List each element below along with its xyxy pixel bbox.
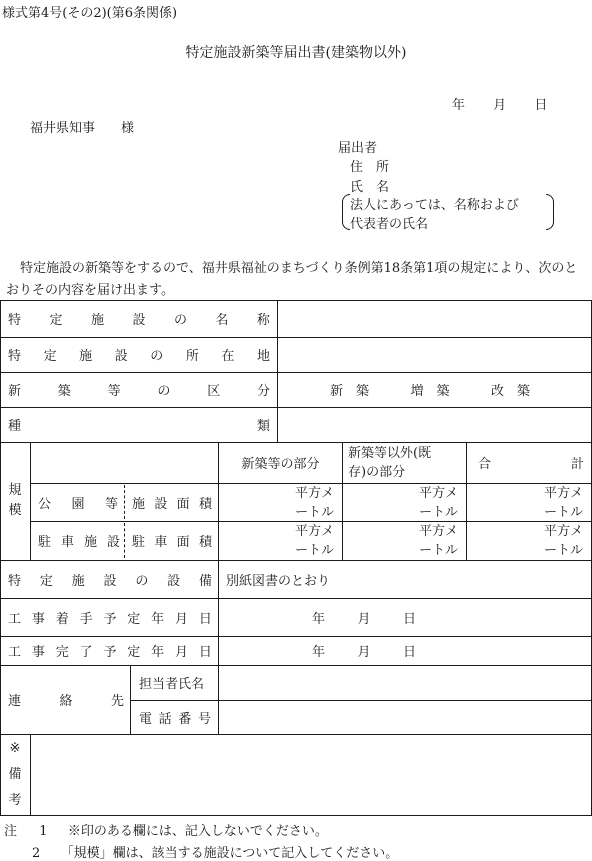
construction-type-label	[8, 372, 270, 407]
label-char: 設	[106, 535, 120, 550]
contact-label	[8, 665, 124, 734]
label-char: の	[157, 384, 171, 399]
note-prefix: 注	[4, 824, 18, 839]
label-char: 日	[198, 611, 212, 627]
ymd-char: 日	[402, 611, 416, 627]
label-char: 名	[215, 313, 229, 328]
note-1-text: ※印のある欄には、記入しないでください。	[67, 824, 328, 839]
label-char: 園	[71, 496, 85, 512]
label-char: 駐	[38, 535, 52, 550]
label-char: 考	[8, 792, 22, 808]
label-char: 絡	[59, 694, 73, 709]
label-char: 定	[39, 573, 53, 589]
table-rule	[130, 665, 131, 735]
label-char: の	[135, 573, 149, 589]
label-char: 設	[154, 496, 168, 512]
unit-line2: ートル	[418, 505, 458, 520]
end-date-field[interactable]	[312, 636, 416, 665]
label-char: 規	[8, 483, 22, 498]
start-date-field[interactable]	[312, 598, 416, 636]
label-char: 築	[57, 384, 71, 399]
dashed-divider	[124, 523, 125, 558]
label-char: 手	[79, 611, 93, 627]
equipment-label	[8, 560, 212, 598]
unit-line1: 平方メ	[543, 486, 583, 501]
label-char: 特	[8, 573, 22, 589]
end-date-label	[8, 636, 212, 665]
cell-text: 別紙図書のとおり	[226, 573, 331, 589]
unit-line1: 平方メ	[418, 524, 458, 539]
label-char: 定	[127, 611, 141, 627]
label-char: 計	[570, 457, 584, 472]
area-unit-cell[interactable]	[467, 484, 583, 520]
right-paren	[546, 194, 554, 230]
unit-line1: 平方メ	[543, 524, 583, 539]
label-char: の	[150, 349, 164, 364]
label-char: 区	[207, 384, 221, 399]
facility-name-label	[8, 300, 270, 337]
unit-line1: 平方メ	[294, 486, 334, 501]
label-char: 積	[198, 535, 212, 550]
table-rule	[30, 442, 31, 561]
label-char: 先	[110, 694, 124, 709]
kind-label	[8, 407, 270, 442]
label-char: 月	[175, 611, 189, 627]
note-2	[32, 842, 398, 861]
area-unit-cell[interactable]	[219, 484, 334, 520]
label-char: 番	[178, 711, 192, 727]
label-char: 設	[167, 573, 181, 589]
label-char: 年	[151, 645, 165, 660]
phone-field[interactable]	[219, 700, 590, 734]
parking-label	[38, 521, 120, 560]
label-char: 了	[79, 645, 93, 660]
remarks-label	[0, 734, 30, 815]
label-char: 連	[8, 694, 22, 709]
cell-text: 存)の部分	[348, 465, 406, 480]
dashed-divider	[124, 485, 125, 519]
label-char: 工	[8, 611, 22, 627]
table-bottom	[0, 815, 592, 816]
col-new-header	[219, 442, 342, 483]
label-char: の	[173, 313, 187, 328]
label-char: 類	[256, 419, 270, 434]
area-unit-cell[interactable]	[343, 484, 458, 520]
label-char: 模	[8, 503, 22, 518]
label-char: 種	[8, 419, 22, 434]
label-char: 在	[221, 349, 235, 364]
label-char: 定	[49, 313, 63, 328]
note-2-text: 「規模」欄は、該当する施設について記入してください。	[60, 846, 399, 861]
start-date-label	[8, 598, 212, 636]
label-char: 地	[256, 349, 270, 364]
area-unit-cell[interactable]	[219, 522, 334, 559]
label-char: 面	[176, 535, 190, 550]
corporation-note-line2: 代表者の氏名	[350, 217, 429, 232]
ymd-char: 年	[312, 611, 326, 627]
label-char: 公	[38, 496, 52, 512]
park-area-label	[132, 483, 212, 521]
filer-address-label: 住 所	[350, 160, 390, 175]
label-char: 設	[114, 349, 128, 364]
label-char: 新	[8, 384, 22, 399]
label-char: 話	[158, 711, 172, 727]
left-paren	[342, 194, 350, 230]
label-char: 称	[256, 313, 270, 328]
phone-label	[139, 700, 211, 734]
construction-option[interactable]: 新 築	[330, 384, 370, 399]
area-unit-cell[interactable]	[343, 522, 458, 559]
ymd-char: 月	[357, 611, 371, 627]
label-char: 特	[8, 349, 22, 364]
label-char: 所	[185, 349, 199, 364]
label-char: 施	[132, 496, 146, 512]
label-char: 特	[8, 313, 22, 328]
document-title: 特定施設新築等届出書(建築物以外)	[185, 45, 407, 61]
label-char: 設	[132, 313, 146, 328]
construction-type-options[interactable]	[330, 372, 530, 407]
label-char: 備	[198, 573, 212, 589]
facility-location-label	[8, 337, 270, 372]
label-char: 定	[127, 645, 141, 660]
date-day: 日	[534, 98, 548, 113]
ymd-char: 日	[402, 645, 416, 660]
date-year: 年	[452, 98, 466, 113]
label-char: 着	[55, 611, 69, 627]
label-char: 予	[103, 645, 117, 660]
intro-paragraph: 特定施設の新築等をするので、福井県福祉のまちづくり条例第18条第1項の規定により、次のとおりその内容を届け出ます。	[6, 261, 578, 298]
label-char: 積	[198, 496, 212, 512]
label-char: 施	[71, 573, 85, 589]
unit-line1: 平方メ	[418, 486, 458, 501]
label-char: 月	[175, 645, 189, 660]
facility-location-field[interactable]	[278, 337, 590, 372]
submission-date	[452, 94, 547, 113]
unit-line2: ートル	[294, 543, 334, 558]
label-char: 備	[8, 766, 22, 782]
label-char: 施	[83, 535, 97, 550]
unit-line2: ートル	[294, 505, 334, 520]
unit-line2: ートル	[543, 543, 583, 558]
equipment-value	[226, 560, 526, 598]
parking-area-label	[132, 521, 212, 560]
kind-field[interactable]	[278, 407, 590, 442]
scale-label	[0, 442, 30, 560]
construction-option[interactable]: 増 築	[410, 384, 450, 399]
unit-line2: ートル	[418, 543, 458, 558]
ymd-char: 年	[312, 645, 326, 660]
note-2-number: 2	[32, 846, 41, 861]
cell-text: 担当者氏名	[139, 677, 205, 692]
park-label	[38, 483, 118, 521]
label-char: 号	[197, 711, 211, 727]
person-in-charge-field[interactable]	[219, 665, 590, 700]
label-char: 面	[176, 496, 190, 512]
area-unit-cell[interactable]	[467, 522, 583, 559]
label-char: 設	[103, 573, 117, 589]
col-total-header	[478, 442, 584, 483]
date-month: 月	[493, 98, 507, 113]
note-1-number: 1	[39, 824, 48, 839]
label-char: 合	[478, 457, 492, 472]
label-char: 等	[104, 496, 118, 512]
label-char: 事	[31, 645, 45, 660]
label-char: 工	[8, 645, 22, 660]
label-char: 完	[55, 645, 69, 660]
col-existing-header	[348, 442, 466, 485]
label-char: 車	[154, 535, 168, 550]
remarks-field[interactable]	[31, 734, 590, 815]
form-number: 様式第4号(その2)(第6条関係)	[2, 6, 178, 21]
corporation-note	[342, 194, 554, 232]
label-char: 等	[107, 384, 121, 399]
cell-text: 新築等の部分	[241, 457, 320, 472]
person-in-charge-label	[139, 665, 217, 700]
unit-line2: ートル	[543, 505, 583, 520]
label-char: 分	[256, 384, 270, 399]
label-char: 定	[43, 349, 57, 364]
addressee: 福井県知事 様	[30, 121, 135, 136]
filer-label: 届出者	[338, 141, 378, 156]
construction-option[interactable]: 改 築	[490, 384, 530, 399]
label-char: 駐	[132, 535, 146, 550]
label-char: 年	[151, 611, 165, 627]
label-char: 日	[198, 645, 212, 660]
label-char: 施	[90, 313, 104, 328]
cell-text: 新築等以外(既	[348, 446, 432, 461]
note-1	[4, 820, 328, 839]
corporation-note-line1: 法人にあっては、名称および	[350, 198, 519, 213]
label-char: 電	[139, 711, 153, 727]
filer-name-label: 氏 名	[350, 180, 390, 195]
facility-name-field[interactable]	[278, 300, 590, 337]
label-char: 施	[79, 349, 93, 364]
unit-line1: 平方メ	[294, 524, 334, 539]
label-char: ※	[9, 740, 21, 756]
label-char: 事	[31, 611, 45, 627]
label-char: 予	[103, 611, 117, 627]
ymd-char: 月	[357, 645, 371, 660]
label-char: 車	[60, 535, 74, 550]
